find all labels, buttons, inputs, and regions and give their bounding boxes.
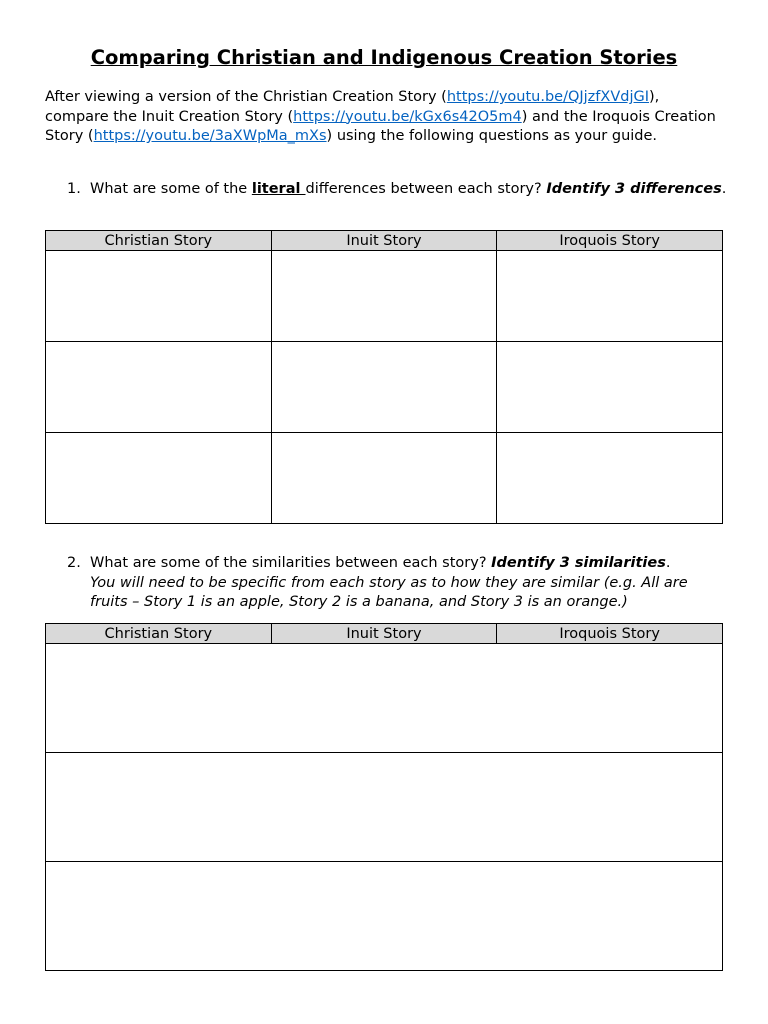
question-2 bbox=[67, 554, 727, 613]
question-2-end: . bbox=[665, 555, 671, 571]
question-2-number: 2. bbox=[67, 555, 81, 571]
similarities-header-christian: Christian Story bbox=[46, 624, 272, 644]
iroquois-story-link[interactable]: https://youtu.be/3aXWpMa_mXs bbox=[93, 128, 327, 144]
similarities-header-inuit: Inuit Story bbox=[271, 624, 497, 644]
question-1-end: . bbox=[721, 181, 727, 197]
question-1-text-b: differences between each story? bbox=[305, 181, 547, 197]
differences-cell[interactable] bbox=[497, 342, 723, 433]
intro-text-1: After viewing a version of the Christian Creation Story ( bbox=[45, 89, 447, 105]
differences-header-iroquois: Iroquois Story bbox=[497, 231, 723, 251]
similarities-cell[interactable] bbox=[46, 644, 723, 753]
differences-table bbox=[45, 230, 723, 524]
similarities-header-row bbox=[46, 624, 723, 644]
differences-cell[interactable] bbox=[497, 251, 723, 342]
differences-cell[interactable] bbox=[271, 342, 497, 433]
differences-row-1 bbox=[46, 251, 723, 342]
question-1-text-a: What are some of the bbox=[90, 181, 252, 197]
similarities-header-iroquois: Iroquois Story bbox=[497, 624, 723, 644]
question-1 bbox=[67, 180, 727, 200]
question-1-emphasis: literal bbox=[251, 181, 306, 197]
question-2-text bbox=[90, 554, 727, 613]
differences-header-christian: Christian Story bbox=[46, 231, 272, 251]
question-1-number: 1. bbox=[67, 181, 81, 197]
differences-cell[interactable] bbox=[46, 433, 272, 524]
question-2-instruction: Identify 3 similarities bbox=[491, 555, 666, 571]
question-1-instruction: Identify 3 differences bbox=[546, 181, 722, 197]
differences-cell[interactable] bbox=[46, 251, 272, 342]
intro-text-3: ) and the Iroquois Creation Story ( bbox=[45, 108, 716, 144]
differences-cell[interactable] bbox=[271, 433, 497, 524]
intro-text-2: ), compare the Inuit Creation Story ( bbox=[45, 89, 660, 125]
question-1-text bbox=[90, 180, 727, 200]
intro-paragraph bbox=[45, 88, 725, 147]
intro-text-4: ) using the following questions as your guide. bbox=[326, 128, 658, 144]
differences-cell[interactable] bbox=[46, 342, 272, 433]
differences-cell[interactable] bbox=[271, 251, 497, 342]
differences-header-row bbox=[46, 231, 723, 251]
differences-row-2 bbox=[46, 342, 723, 433]
question-2-text-a: What are some of the similarities between each story? bbox=[90, 555, 492, 571]
differences-cell[interactable] bbox=[497, 433, 723, 524]
similarities-row-3 bbox=[46, 862, 723, 971]
similarities-row-1 bbox=[46, 644, 723, 753]
differences-row-3 bbox=[46, 433, 723, 524]
similarities-table bbox=[45, 623, 723, 971]
similarities-cell[interactable] bbox=[46, 753, 723, 862]
differences-header-inuit: Inuit Story bbox=[271, 231, 497, 251]
page-title: Comparing Christian and Indigenous Creation Stories bbox=[90, 46, 678, 69]
similarities-cell[interactable] bbox=[46, 862, 723, 971]
inuit-story-link[interactable]: https://youtu.be/kGx6s42O5m4 bbox=[293, 108, 522, 125]
christian-story-link[interactable]: https://youtu.be/QJjzfXVdjGI bbox=[446, 89, 649, 105]
similarities-row-2 bbox=[46, 753, 723, 862]
question-2-note: You will need to be specific from each story as to how they are similar (e.g. All are fruits – Story 1 is an apple, Story 2 is a banana, and Story 3 is an orange.) bbox=[90, 574, 688, 610]
